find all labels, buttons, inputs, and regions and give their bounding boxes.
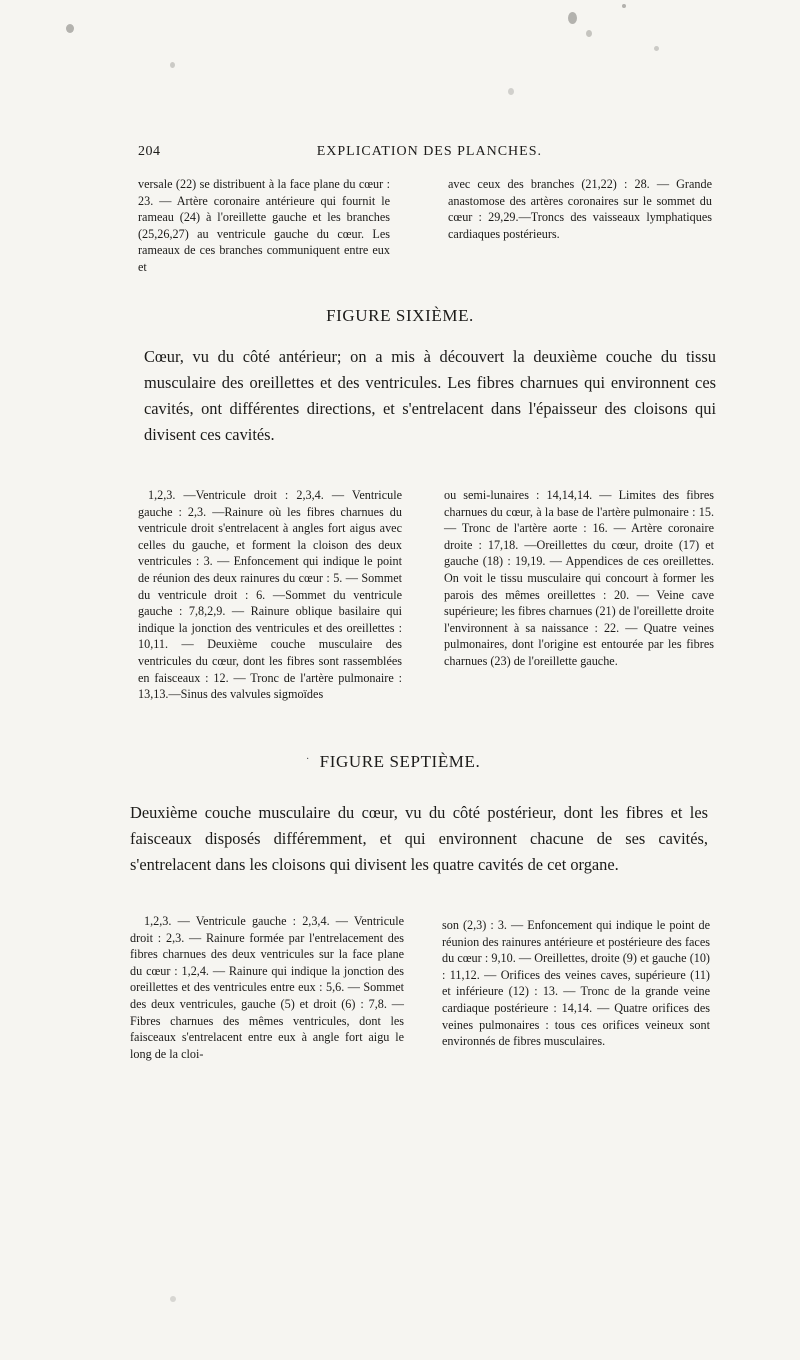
paper-speck — [568, 12, 577, 24]
page-header — [138, 144, 542, 164]
running-title: EXPLICATION DES PLANCHES. — [316, 144, 542, 159]
figure-six-left-column: 1,2,3. —Ventricule droit : 2,3,4. — Ventricule gauche : 2,3. —Rainure où les fibres charnues du ventricule droit s'entrelacent à angles fort aigus avec celles du gauche, et forment la cloison des deux ventricules : 3. — Enfoncement qui indique le point de réunion des deux rainures du cœur : 5. — Sommet du ventricule droit : 6. —Sommet du ventricule gauche : 7,8,2,9. — Rainure oblique basilaire qui indique la jonction des ventricules et des oreillettes : 10,11. — Deuxième couche musculaire des ventricules du cœur, dont les fibres sont rassemblées en faisceaux : 12. — Tronc de l'artère pulmonaire : 13,13.—Sinus des valvules sigmoïdes — [138, 488, 402, 702]
page-number: 204 — [138, 144, 161, 159]
paper-speck — [508, 88, 514, 95]
paper-speck — [654, 46, 659, 51]
paper-speck — [66, 24, 74, 33]
paper-speck — [622, 4, 626, 8]
figure-six-right-column: ou semi-lunaires : 14,14,14. — Limites des fibres charnues du cœur, à la base de l'artère pulmonaire : 15. — Tronc de l'artère aorte : 16. — Artère coronaire droite : 17,18. —Oreillettes du cœur, droite (17) et gauche (18) : 19,19. — Appendices de ces oreillettes. On voit le tissu musculaire qui concourt à former les parois des mêmes oreillettes : 20. — Veine cave supérieure; les fibres charnues (21) de l'oreillette droite l'environnent à sa naissance : 22. — Quatre veines pulmonaires, dont l'origine est entourée par les fibres charnues (23) de l'oreillette gauche. — [444, 488, 714, 668]
figure-seven-right-column: son (2,3) : 3. — Enfoncement qui indique le point de réunion des rainures antérieure et postérieure des faces du cœur : 9,10. — Oreillettes, droite (9) et gauche (10) : 11,12. — Orifices des veines caves, supérieure (11) et inférieure (12) : 13. — Tronc de la grande veine cardiaque postérieure : 14,14. — Quatre orifices des veines pulmonaires : tous ces orifices veineux sont environnés de fibres musculaires. — [442, 918, 710, 1049]
figure-seven-title: FIGURE SEPTIÈME. — [319, 752, 481, 771]
top-right-column: avec ceux des branches (21,22) : 28. — Grande anastomose des artères coronaires sur le sommet du cœur : 29,29.—Troncs des vaisseaux lymphatiques cardiaques postérieurs. — [448, 177, 712, 241]
divider-dot: · — [306, 754, 310, 765]
figure-six-title: FIGURE SIXIÈME. — [326, 306, 474, 325]
figure-seven-left-column: 1,2,3. — Ventricule gauche : 2,3,4. — Ventricule droit : 2,3. — Rainure formée par l'entrelacement des fibres charnues des deux ventricules sur la face plane du cœur : 1,2,4. — Rainure qui indique la jonction des oreillettes et des ventricules entre eux : 5,6. — Sommet des deux ventricules, gauche (5) et droit (6) : 7,8. — Fibres charnues des mêmes ventricules, dont les faisceaux s'entrelacent entre eux à angle fort aigu le long de la cloi- — [130, 914, 404, 1061]
paper-speck — [170, 62, 175, 68]
figure-seven-description: Deuxième couche musculaire du cœur, vu du côté postérieur, dont les fibres et les faisceaux disposés différemment, et qui environnent chacune de ses cavités, s'entrelacent dans les cloisons qui divisent les quatre cavités de cet organe. — [130, 803, 708, 874]
paper-speck — [170, 1296, 176, 1302]
figure-six-description: Cœur, vu du côté antérieur; on a mis à découvert la deuxième couche du tissu musculaire des oreillettes et des ventricules. Les fibres charnues qui environnent ces cavités, ont différentes directions, et s'entrelacent dans l'épaisseur des cloisons qui divisent ces cavités. — [144, 347, 716, 444]
paper-speck — [586, 30, 592, 37]
top-left-column: versale (22) se distribuent à la face plane du cœur : 23. — Artère coronaire antérieure qui fournit le rameau (24) à l'oreillette gauche et les branches (25,26,27) au ventricule gauche du cœur. Les rameaux de ces branches communiquent entre eux et — [138, 177, 390, 274]
